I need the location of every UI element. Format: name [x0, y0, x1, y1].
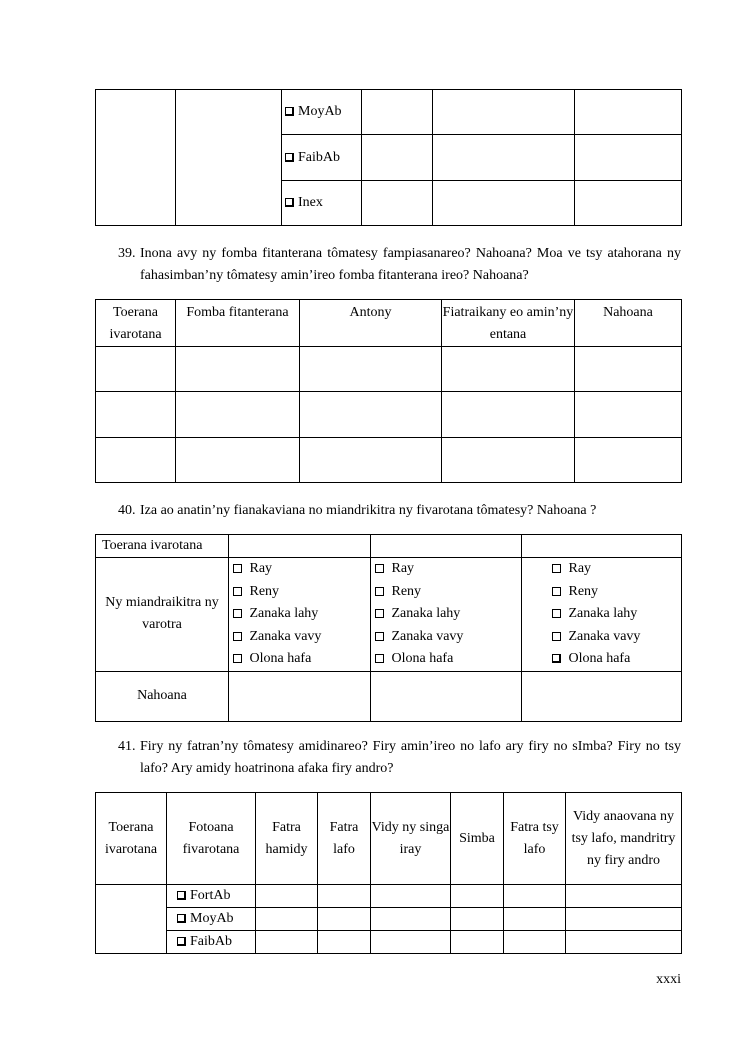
table-cell: [575, 438, 682, 483]
table-40: [95, 534, 682, 722]
option-label: Olona hafa: [391, 651, 454, 666]
option-cell: [282, 181, 362, 226]
table-cell: [96, 438, 176, 483]
option-label: Olona hafa: [249, 651, 312, 666]
option-label: FaibAb: [298, 149, 340, 165]
table-cell: [176, 392, 300, 438]
table-cell: [442, 438, 575, 483]
checkbox[interactable]: [233, 564, 242, 573]
table-cell: [300, 347, 442, 392]
option-label: Zanaka vavy: [568, 628, 641, 644]
table-cell: [371, 908, 451, 931]
table-cell: [362, 135, 433, 181]
option-label: Inex: [298, 195, 323, 210]
column-header: Toerana ivarotana: [96, 300, 176, 347]
option-cell: [167, 908, 256, 931]
table-cell: [451, 931, 504, 954]
table-cell: [566, 908, 682, 931]
table-cell: [504, 908, 566, 931]
table-cell: [371, 535, 522, 558]
table-cell: [504, 931, 566, 954]
option-label: Zanaka lahy: [249, 606, 319, 621]
column-header: Vidy ny singa iray: [371, 793, 451, 885]
page-number: xxxi: [656, 972, 681, 987]
column-header: Fotoana fivarotana: [167, 793, 256, 885]
row-label: Toerana ivarotana: [96, 535, 229, 558]
table-cell: [433, 181, 575, 226]
table-cell: [575, 392, 682, 438]
table-cell: [256, 931, 318, 954]
table-cell: [566, 931, 682, 954]
checkbox[interactable]: [375, 632, 384, 641]
table-39: [95, 299, 682, 483]
option-label: Ray: [391, 561, 415, 576]
option-label: Zanaka vavy: [391, 628, 464, 644]
checkbox[interactable]: [552, 632, 561, 641]
table-cell: [229, 535, 371, 558]
checkbox[interactable]: [285, 107, 294, 116]
options-cell: [371, 558, 522, 672]
checkbox[interactable]: [233, 632, 242, 641]
table-cell: [575, 135, 682, 181]
checkbox[interactable]: [285, 198, 294, 207]
option-cell: [282, 90, 362, 135]
option-label: Zanaka vavy: [249, 628, 322, 644]
column-header: Fatra tsy lafo: [504, 793, 566, 885]
question-text: Iza ao anatin’ny fianakaviana no miandrikitra ny fivarotana tômatesy? Nahoana ?: [140, 503, 597, 518]
table-cell: [371, 671, 522, 721]
checkbox[interactable]: [552, 564, 561, 573]
column-header: Toerana ivarotana: [96, 793, 167, 885]
option-label: Olona hafa: [568, 651, 631, 666]
option-label: FaibAb: [190, 934, 232, 949]
table-cell: [442, 392, 575, 438]
option-label: Ray: [568, 561, 592, 576]
column-header: Simba: [451, 793, 504, 885]
checkbox[interactable]: [552, 609, 561, 618]
column-header: Nahoana: [575, 300, 682, 347]
question-number: 41.: [118, 739, 136, 754]
column-header: Fomba fitanterana: [176, 300, 300, 347]
table-cell: [256, 885, 318, 908]
checkbox[interactable]: [285, 153, 294, 162]
checkbox[interactable]: [233, 587, 242, 596]
table-cell: [451, 885, 504, 908]
question-number: 39.: [118, 246, 136, 261]
question-text: Firy ny fatran’ny tômatesy amidinareo? Firy amin’ireo no lafo ary firy no sImba? Firy no tsy lafo? Ary amidy hoatrinona afaka firy andro?: [140, 739, 681, 776]
table-cell: [433, 90, 575, 135]
top-table: [95, 89, 682, 226]
option-label: MoyAb: [298, 104, 342, 119]
question-39: [118, 243, 681, 287]
option-cell: [282, 135, 362, 181]
table-cell: [371, 931, 451, 954]
question-40: [118, 500, 681, 522]
table-cell: [318, 908, 371, 931]
table-cell: [300, 438, 442, 483]
checkbox[interactable]: [375, 564, 384, 573]
checkbox[interactable]: [177, 891, 186, 900]
table-cell: [433, 135, 575, 181]
column-header: Vidy anaovana ny tsy lafo, mandritry ny firy andro: [566, 793, 682, 885]
option-cell: [167, 885, 256, 908]
table-cell: [96, 90, 176, 226]
table-41: [95, 792, 682, 954]
table-cell: [96, 885, 167, 954]
checkbox[interactable]: [233, 609, 242, 618]
table-cell: [362, 90, 433, 135]
table-cell: [256, 908, 318, 931]
checkbox[interactable]: [375, 609, 384, 618]
question-text: Inona avy ny fomba fitanterana tômatesy fampiasanareo? Nahoana? Moa ve tsy atahorana ny fahasimban’ny tômatesy amin’ireo fomba fitanterana ireo? Nahoana?: [140, 246, 681, 283]
question-number: 40.: [118, 503, 136, 518]
table-cell: [96, 392, 176, 438]
option-label: Zanaka lahy: [568, 606, 638, 621]
table-cell: [504, 885, 566, 908]
checkbox[interactable]: [177, 937, 186, 946]
table-cell: [522, 535, 682, 558]
row-label: Ny miandraikitra ny varotra: [96, 558, 229, 672]
table-cell: [522, 671, 682, 721]
option-label: Reny: [391, 583, 422, 599]
row-label: Nahoana: [96, 671, 229, 721]
table-cell: [176, 90, 282, 226]
table-cell: [300, 392, 442, 438]
table-cell: [566, 885, 682, 908]
column-header: Fatra lafo: [318, 793, 371, 885]
table-cell: [575, 347, 682, 392]
options-cell: [229, 558, 371, 672]
table-cell: [176, 347, 300, 392]
option-label: Reny: [568, 583, 599, 599]
options-cell: [522, 558, 682, 672]
option-label: Zanaka lahy: [391, 606, 461, 621]
option-label: MoyAb: [190, 911, 234, 926]
checkbox[interactable]: [375, 654, 384, 663]
checkbox[interactable]: [233, 654, 242, 663]
table-cell: [318, 885, 371, 908]
table-cell: [451, 908, 504, 931]
table-cell: [442, 347, 575, 392]
table-cell: [575, 90, 682, 135]
table-cell: [176, 438, 300, 483]
question-41: [118, 736, 681, 780]
checkbox[interactable]: [552, 654, 561, 663]
option-label: FortAb: [190, 888, 231, 903]
option-label: Ray: [249, 561, 273, 576]
checkbox[interactable]: [552, 587, 561, 596]
column-header: Antony: [300, 300, 442, 347]
table-cell: [371, 885, 451, 908]
table-cell: [575, 181, 682, 226]
checkbox[interactable]: [177, 914, 186, 923]
table-cell: [318, 931, 371, 954]
column-header: Fatra hamidy: [256, 793, 318, 885]
table-cell: [229, 671, 371, 721]
checkbox[interactable]: [375, 587, 384, 596]
table-cell: [362, 181, 433, 226]
option-cell: [167, 931, 256, 954]
option-label: Reny: [249, 583, 280, 599]
table-cell: [96, 347, 176, 392]
column-header: Fiatraikany eo amin’ny entana: [442, 300, 575, 347]
